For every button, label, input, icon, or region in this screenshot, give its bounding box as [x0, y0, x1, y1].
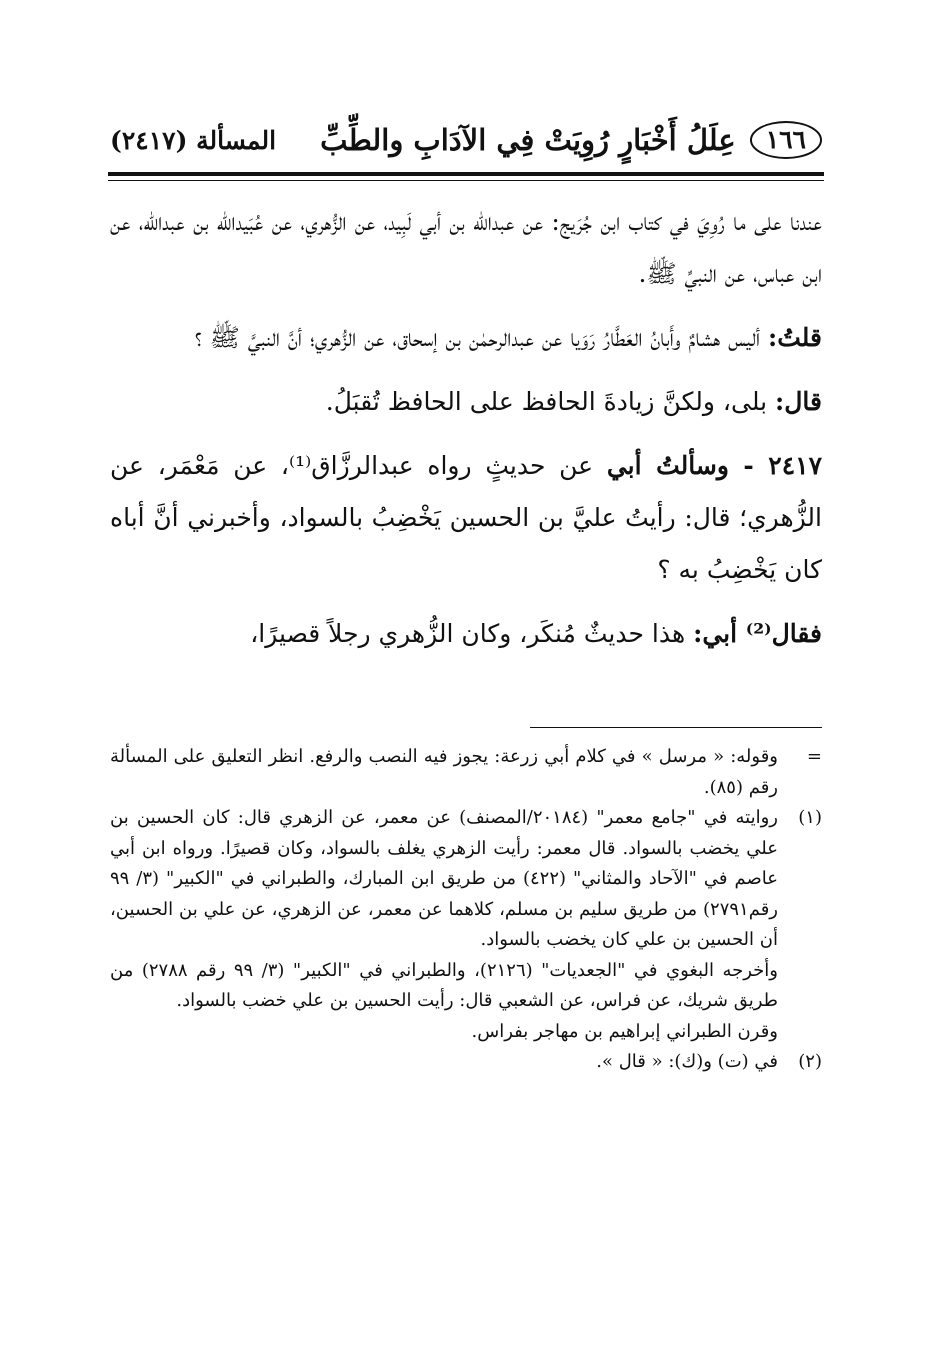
page-number: ١٦٦: [750, 121, 822, 159]
footnote-continued: [110, 742, 822, 803]
paragraph-3-text: بلى، ولكنَّ زيادةَ الحافظ على الحافظ تُقبَلُ.: [325, 387, 768, 416]
paragraph-4-text: عن حديثٍ رواه عبدالرزَّاق⁽¹⁾، عن مَعْمَر، عن الزُّهري؛ قال: رأيتُ عليَّ بن الحسين يَخْضِبُ بالسواد، وأخبرني أنَّ أباه كان يَخْضِبُ به ؟: [110, 451, 822, 584]
footnote-2: [110, 1047, 822, 1078]
footnote-1-continuation: وقرن الطبراني إبراهيم بن مهاجر بفراس.: [471, 1020, 778, 1042]
footnote-marker: =: [806, 746, 822, 767]
footnotes: [110, 742, 822, 1078]
paragraph-2-text: أليس هشامٌ وأَبانُ العَطَّارُ رَوَيا عن عبدالرحمٰن بن إسحاق، عن الزُّهري؛ أنَّ النبيَّ ﷺ ؟: [194, 323, 761, 352]
footnote-marker: (٢): [798, 1051, 822, 1072]
running-header: [110, 110, 822, 170]
paragraph-5-lead: فقال⁽²⁾ أبي:: [693, 619, 822, 648]
issue-number: المسألة (٢٤١٧): [110, 125, 277, 155]
header-rule-thick: [108, 172, 824, 176]
footnote-marker: (١): [798, 807, 822, 828]
footnote-text: روايته في "جامع معمر" (٢٠١٨٤/المصنف) عن معمر، عن الزهري قال: كان الحسين بن علي يخضب بالسواد. قال معمر: رأيت الزهري يغلف بالسواد، وكان قصيرًا. ورواه ابن أبي عاصم في "الآحاد والمثاني" (٤٢٢) من طريق ابن المبارك، والطبراني في "الكبير" (٣/ ٩٩ رقم٢٧٩١) من طريق سليم بن مسلم، كلاهما عن معمر، عن الزهري، عن علي بن الحسين، أن الحسين بن علي كان يخضب بالسواد.: [110, 807, 778, 950]
header-right-group: [320, 121, 822, 159]
paragraph-5: [110, 608, 822, 660]
paragraph-1: عندنا على ما رُوِيَ في كتاب ابن جُرَيج: عن عبدالله بن أبي لَبِيد، عن الزُّهري، عن عُبَيدالله بن عبدالله، عن ابن عباس، عن النبيِّ ﷺ.: [110, 207, 822, 288]
main-text: [110, 196, 822, 672]
paragraph-2: [110, 312, 822, 364]
footnote-text: وقوله: « مرسل » في كلام أبي زرعة: يجوز فيه النصب والرفع. انظر التعليق على المسألة رقم (٨٥).: [110, 746, 778, 798]
paragraph-3-lead: قال:: [775, 387, 822, 416]
footnote-separator: [530, 727, 822, 728]
header-rule-thin: [108, 180, 824, 181]
footnote-1-continuation: وأخرجه البغوي في "الجعديات" (٢١٢٦)، والطبراني في "الكبير" (٣/ ٩٩ رقم ٢٧٨٨) من طريق شريك، عن فراس، عن الشعبي قال: رأيت الحسين بن علي خضب بالسواد.: [110, 959, 778, 1011]
paragraph-4-lead: ٢٤١٧ - وسألتُ أبي: [606, 451, 822, 480]
paragraph-4: [110, 440, 822, 596]
footnote-text: في (ت) و(ك): « قال ».: [596, 1051, 778, 1072]
book-title: عِلَلُ أَخْبَارٍ رُوِيَتْ فِي الآدَابِ والطِّبِّ: [320, 123, 736, 157]
footnote-1: [110, 803, 822, 956]
paragraph-3: [110, 376, 822, 428]
paragraph-2-lead: قلتُ:: [767, 323, 822, 352]
paragraph-5-text: هذا حديثٌ مُنكَر، وكان الزُّهري رجلاً قصيرًا،: [250, 619, 686, 648]
